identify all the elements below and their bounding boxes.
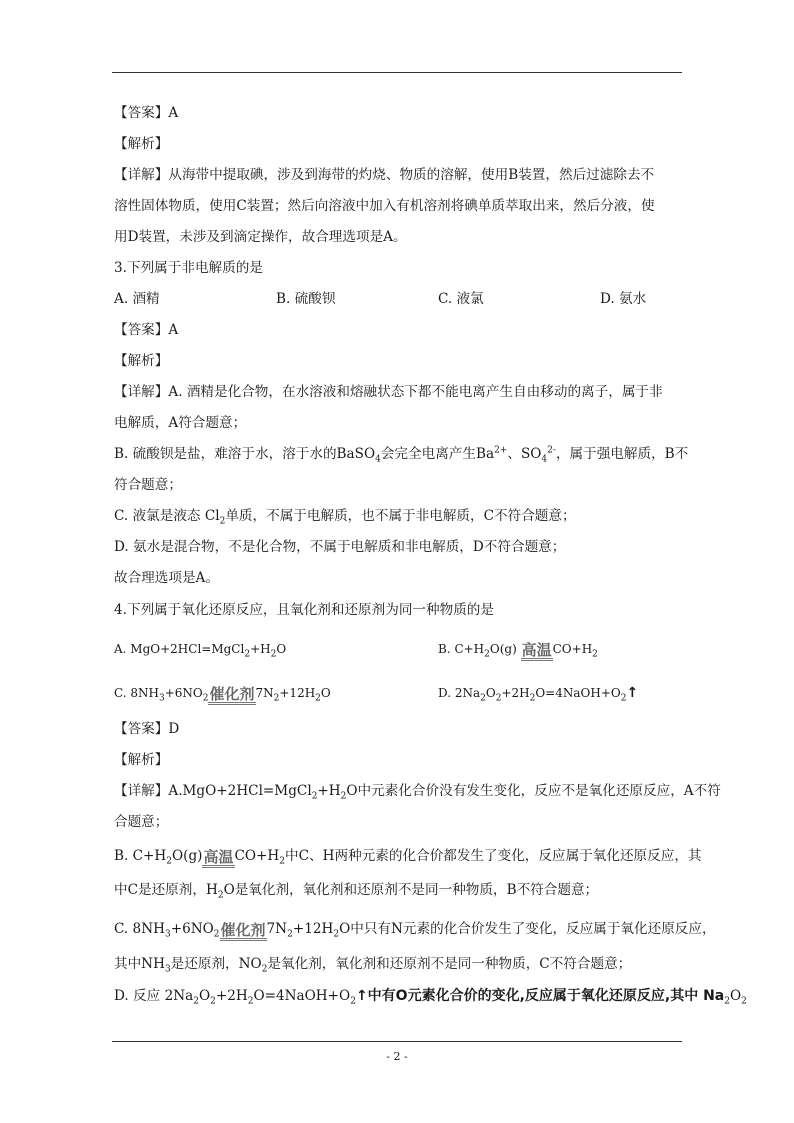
- detail-line-b: B. 硫酸钡是盐，难溶于水，溶于水的BaSO$_4$会完全电离产生$Ba^{2+}$、$SO_4^{2-}$，属于强电解质，B不: [114, 445, 689, 465]
- detail-line: 【详解】A. 酒精是化合物，在水溶液和熔融状态下都不能电离产生自由移动的离子，属于非: [114, 384, 663, 400]
- detail-line: 其中$NH_3$是还原剂，$NO_2$是氧化剂，氧化剂和还原剂不是同一种物质，C不符合题意；: [114, 956, 632, 975]
- option-a: A. $MgO+2HCl=MgCl_2+H_2O$: [114, 642, 287, 660]
- question-4: 4.下列属于氧化还原反应，且氧化剂和还原剂为同一种物质的是: [114, 602, 494, 618]
- detail-line: 【详解】从海带中提取碘，涉及到海带的灼烧、物质的溶解，使用B装置，然后过滤除去不: [114, 167, 655, 183]
- analysis-heading: 【解析】: [114, 136, 169, 152]
- answer-line: 【答案】A: [114, 105, 179, 121]
- question-3: 3.下列属于非电解质的是: [114, 260, 263, 276]
- detail-line-d: D. 反应 $2Na_2O_2+2H_2O=4NaOH+O_2↑$中有O元素化合价的变化,反应属于氧化还原反应,其中 $Na_2O_2$: [114, 988, 747, 1007]
- reaction-condition: 高温: [521, 641, 552, 659]
- reaction-condition: 催化剂: [209, 685, 255, 703]
- answer-line: 【答案】D: [114, 721, 180, 737]
- detail-line: 溶性固体物质，使用C装置；然后向溶液中加入有机溶剂将碘单质萃取出来，然后分液，使: [114, 198, 655, 214]
- detail-line-a: 【详解】$A.MgO+2HCl=MgCl_2+H_2O$中元素化合价没有发生变化，反应不是氧化还原反应，A不符: [114, 783, 721, 802]
- option-c: C. $8NH_3+6NO_2$催化剂$7N_2+12H_2O$: [114, 685, 331, 704]
- option-b: B. $C+H_2O(g)$ 高温$CO+H_2$: [438, 641, 598, 660]
- reaction-condition: 催化剂: [220, 921, 266, 939]
- option-b: B. 硫酸钡: [276, 291, 336, 307]
- page-number: - 2 -: [386, 1050, 408, 1063]
- answer-line: 【答案】A: [114, 322, 179, 338]
- option-c: C. 液氯: [438, 291, 484, 307]
- detail-line: 合题意；: [114, 814, 169, 830]
- reaction-condition: 高温: [203, 848, 234, 866]
- detail-line: 用D装置，未涉及到滴定操作，故合理选项是A。: [114, 229, 407, 245]
- option-d: D. 氨水: [600, 291, 647, 307]
- detail-line-c: C. 液氯是液态 $Cl_2$单质，不属于电解质，也不属于非电解质，C不符合题意；: [114, 508, 576, 527]
- detail-line-c: C. $8NH_3+6NO_2$催化剂$7N_2+12H_2O$中只有N元素的化合价发生了变化，反应属于氧化还原反应，: [114, 921, 716, 940]
- detail-line: 电解质，A符合题意；: [114, 415, 247, 431]
- detail-line: 中C是还原剂，$H_2O$是氧化剂，氧化剂和还原剂不是同一种物质，B不符合题意；: [114, 882, 599, 901]
- footer-rule: [112, 1041, 682, 1042]
- detail-line: 符合题意；: [114, 477, 182, 493]
- analysis-heading: 【解析】: [114, 353, 169, 369]
- detail-line: D. 氨水是混合物，不是化合物，不属于电解质和非电解质，D不符合题意；: [114, 539, 566, 555]
- option-a: A. 酒精: [114, 291, 160, 307]
- header-rule: [112, 72, 682, 73]
- detail-line: 故合理选项是A。: [114, 570, 219, 586]
- analysis-heading: 【解析】: [114, 752, 169, 768]
- detail-line-b: B. $C+H_2O(g)$高温$CO+H_2$中C、H两种元素的化合价都发生了变化，反应属于氧化还原反应，其: [114, 848, 702, 867]
- option-d: D. $2Na_2O_2+2H_2O=4NaOH+O_2↑$: [438, 685, 639, 704]
